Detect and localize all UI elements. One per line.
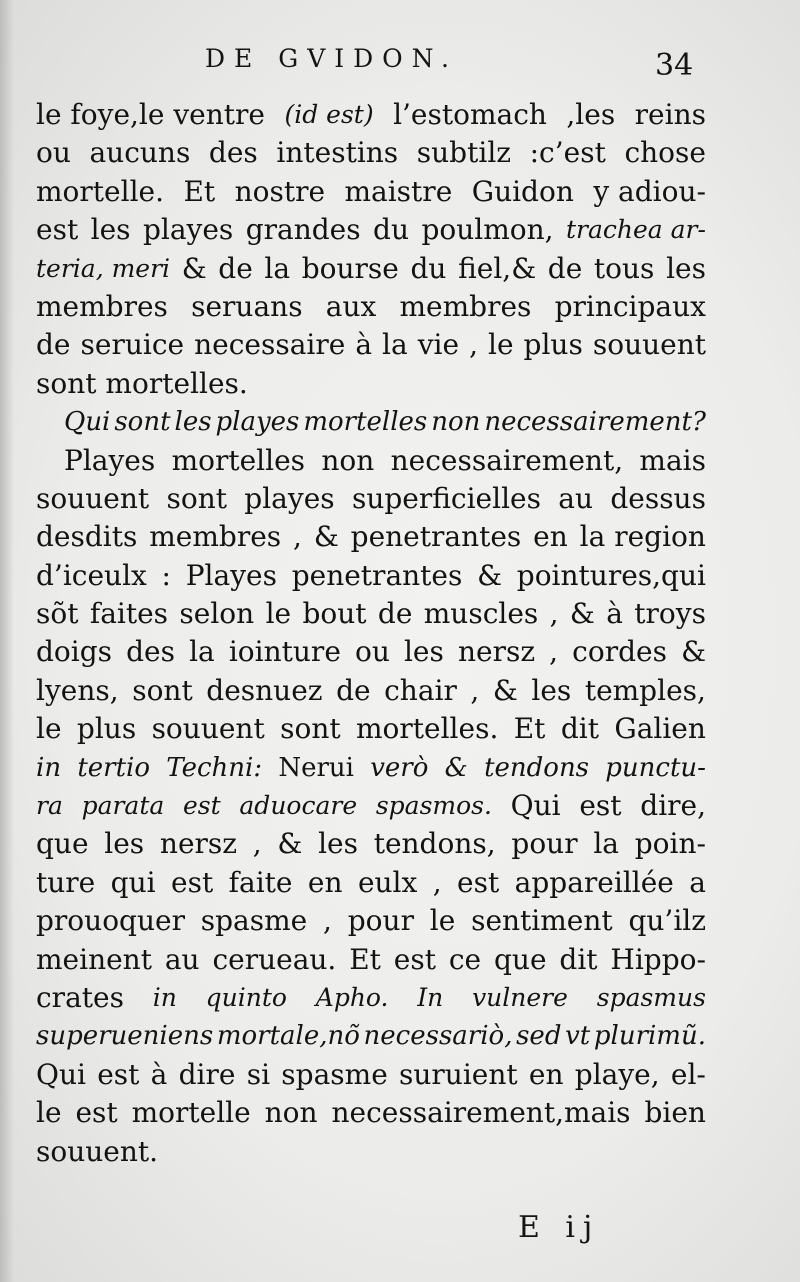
word: spasme	[200, 904, 308, 938]
word: les	[403, 635, 444, 669]
text-line	[36, 1056, 706, 1094]
word: ,	[549, 597, 559, 631]
word: spasmos.	[375, 791, 492, 821]
word: au	[164, 942, 200, 976]
word: ou	[354, 635, 390, 669]
word: plus	[76, 712, 137, 746]
word: à	[355, 328, 373, 362]
word: ou	[36, 136, 71, 170]
word: dire	[178, 1057, 236, 1091]
word: poin-	[634, 827, 706, 861]
word: ,	[293, 520, 302, 554]
word: est	[393, 942, 436, 976]
text-line	[36, 1017, 706, 1055]
text-line	[36, 134, 706, 172]
word: ,	[252, 827, 262, 861]
word: chair	[384, 673, 457, 707]
word: bourse	[301, 251, 399, 285]
word: sont	[166, 481, 227, 515]
word: superficielles	[351, 481, 541, 515]
word: le foye,le ventre	[36, 98, 265, 131]
word: ,	[323, 904, 332, 938]
word: fiel,&	[458, 251, 537, 285]
word: playes	[142, 213, 234, 247]
word: au	[558, 481, 594, 515]
word: membres	[399, 289, 532, 323]
text-line	[36, 902, 706, 940]
word: troys	[634, 597, 706, 631]
text-line	[36, 365, 706, 403]
word: &	[569, 597, 595, 631]
word: la region	[579, 520, 706, 554]
word: necessairement,mais	[331, 1096, 631, 1130]
text-line	[36, 403, 706, 441]
word: les	[90, 213, 131, 247]
word: mortale,nõ	[216, 1021, 360, 1052]
word: &	[681, 635, 706, 669]
word: de	[218, 251, 253, 285]
word: est	[75, 1096, 118, 1130]
word: les	[531, 673, 572, 707]
text-line	[36, 96, 706, 134]
text-line	[36, 941, 706, 979]
word: la	[593, 827, 619, 861]
word: penetrantes	[291, 558, 463, 592]
word: est	[579, 789, 622, 823]
word: maistre	[344, 174, 453, 208]
word: Playes	[185, 558, 277, 592]
word: souuent	[36, 481, 150, 515]
word: superueniens	[36, 1021, 214, 1052]
text-line	[36, 672, 706, 710]
word: cerueau.	[212, 942, 337, 976]
word: Et	[513, 712, 546, 746]
word: desnuez	[206, 673, 323, 707]
word: sed	[516, 1021, 562, 1052]
word: :c’est	[529, 136, 606, 170]
word: mortelles.	[355, 712, 499, 746]
word: la	[264, 251, 291, 285]
word: tous	[593, 251, 655, 285]
word: nersz	[159, 827, 238, 861]
word: aduocare	[239, 791, 358, 821]
word: de	[547, 251, 583, 285]
text-line	[36, 518, 706, 556]
word: que	[36, 827, 89, 861]
word: doigs	[36, 635, 113, 669]
text-line	[36, 250, 706, 288]
word: vie	[417, 328, 460, 362]
word: de	[36, 328, 71, 362]
word: cordes	[572, 635, 667, 669]
word: &	[277, 827, 303, 861]
word: mortelles	[303, 407, 428, 438]
text-line	[36, 749, 706, 787]
word: de	[377, 597, 413, 631]
word: reins	[634, 98, 706, 131]
body-text	[36, 96, 706, 1171]
word: est	[36, 213, 79, 247]
word: Playes	[64, 443, 156, 477]
word: le	[36, 712, 62, 746]
word: suruient	[399, 1057, 518, 1091]
word: bien	[644, 1096, 706, 1130]
text-line	[36, 211, 706, 249]
word: faite	[228, 865, 293, 899]
word: crates	[36, 980, 124, 1014]
text-line	[36, 1133, 706, 1171]
word: in	[152, 982, 177, 1012]
word: Nerui	[278, 752, 354, 783]
word: necessairement?	[484, 407, 706, 438]
word: ce	[448, 942, 482, 976]
word: du	[373, 213, 410, 247]
word: Qui	[64, 407, 111, 438]
text-line	[36, 442, 706, 480]
word: non	[321, 443, 375, 477]
word: playes	[215, 407, 300, 438]
word: les	[104, 827, 145, 861]
word: aucuns	[89, 136, 191, 170]
running-head: DE GVIDON.	[205, 44, 458, 73]
word: spasmus	[596, 982, 706, 1012]
text-line	[36, 173, 706, 211]
word: est	[183, 791, 221, 821]
text-line	[36, 557, 706, 595]
text-line	[36, 480, 706, 518]
text-line	[36, 1094, 706, 1132]
word: vulnere	[472, 982, 568, 1012]
word: poulmon,	[421, 213, 554, 247]
word: prouoquer	[36, 904, 185, 938]
word: dire,	[640, 789, 706, 823]
word: membres	[149, 520, 282, 554]
word: Qui	[510, 789, 561, 823]
word: nostre	[234, 174, 326, 208]
word: souuent.	[36, 1134, 159, 1168]
word: parata	[81, 791, 165, 821]
word: Et	[349, 942, 381, 976]
word: punctu-	[605, 752, 706, 783]
page-number: 34	[655, 48, 694, 83]
word: est	[97, 1057, 140, 1091]
word: le	[429, 904, 456, 938]
word: selon	[179, 597, 255, 631]
word: à	[150, 1057, 168, 1091]
word: ,	[469, 328, 478, 362]
word: sont	[114, 407, 171, 438]
word: dit	[559, 942, 598, 976]
word: teria, meri	[36, 253, 171, 283]
word: intestins	[276, 136, 399, 170]
word: les	[174, 407, 212, 438]
word: in	[36, 752, 62, 783]
word: penetrantes	[350, 520, 522, 554]
word: non	[264, 1096, 318, 1130]
word: appareillée	[514, 865, 674, 899]
word: &	[313, 520, 339, 554]
word: dessus	[610, 481, 706, 515]
word: ,	[432, 865, 442, 899]
word: &	[492, 673, 518, 707]
word: plurimũ.	[593, 1021, 706, 1052]
word: qui	[110, 865, 156, 899]
word: el-	[670, 1057, 706, 1091]
word: la	[382, 328, 408, 362]
word: nersz	[457, 635, 536, 669]
word: non	[431, 407, 481, 438]
text-line	[36, 326, 706, 364]
word: a	[689, 865, 706, 899]
word: lyens,	[36, 673, 119, 707]
word: (id est)	[284, 100, 374, 129]
word: ,	[549, 635, 559, 669]
word: en	[307, 865, 343, 899]
word: membres	[36, 289, 168, 323]
word: ,	[470, 673, 480, 707]
text-line	[36, 864, 706, 902]
word: pointures,qui	[516, 558, 706, 592]
word: seruans	[191, 289, 303, 323]
word: aux	[325, 289, 377, 323]
word: necessairement,	[390, 443, 624, 477]
word: pour	[347, 904, 414, 938]
word: subtilz	[416, 136, 512, 170]
word: chose	[624, 136, 706, 170]
word: ,les	[566, 98, 616, 131]
word: qu’ilz	[628, 904, 706, 938]
word: du	[410, 251, 447, 285]
word: des	[208, 136, 258, 170]
word: tendons,	[373, 827, 496, 861]
text-line	[36, 787, 706, 825]
word: &	[181, 251, 207, 285]
word: necessaire	[194, 328, 346, 362]
word: sont	[132, 673, 193, 707]
word: playe,	[574, 1057, 660, 1091]
word: si	[246, 1057, 271, 1091]
text-line	[36, 979, 706, 1017]
word: quinto	[205, 982, 287, 1012]
word: le	[265, 597, 292, 631]
word: de	[336, 673, 371, 707]
word: meinent	[36, 942, 152, 976]
word: Hippo-	[610, 942, 706, 976]
word: souuent	[592, 328, 706, 362]
word: playes	[244, 481, 335, 515]
word: Galien	[614, 712, 706, 746]
word: sentiment	[471, 904, 613, 938]
word: In	[417, 982, 444, 1012]
word: le	[488, 328, 514, 362]
word: le	[36, 1096, 62, 1130]
word: à	[606, 597, 623, 631]
word: la	[189, 635, 215, 669]
word: faites	[89, 597, 169, 631]
word: ra	[36, 791, 63, 821]
text-line	[36, 710, 706, 748]
word: mortelle.	[36, 174, 164, 208]
word: muscles	[423, 597, 539, 631]
word: &	[477, 558, 503, 592]
word: spasme	[281, 1057, 388, 1091]
word: d’iceulx	[36, 558, 147, 592]
word: souuent	[151, 712, 265, 746]
word: vt	[565, 1021, 591, 1052]
word: &	[444, 752, 468, 783]
word: eulx	[357, 865, 418, 899]
word: temples,	[584, 673, 706, 707]
word: mais	[639, 443, 706, 477]
word: sõt	[36, 597, 79, 631]
word: est	[171, 865, 214, 899]
word: plus	[523, 328, 583, 362]
text-line	[36, 288, 706, 326]
word: tendons	[484, 752, 590, 783]
word: Apho.	[315, 982, 389, 1012]
word: seruice	[80, 328, 185, 362]
text-line	[36, 595, 706, 633]
word: y adiou-	[593, 174, 706, 208]
word: l’estomach	[393, 98, 547, 131]
word: desdits	[36, 520, 138, 554]
word: trachea ar-	[565, 215, 706, 245]
word: tertio	[77, 752, 150, 783]
word: mortelles	[171, 443, 306, 477]
word: Et	[183, 174, 216, 208]
word: sont mortelles.	[36, 366, 248, 400]
word: dit	[560, 712, 599, 746]
word: bout	[302, 597, 367, 631]
word: principaux	[554, 289, 706, 323]
word: iointure	[228, 635, 341, 669]
signature-mark: E ij	[518, 1210, 601, 1245]
text-line	[36, 825, 706, 863]
page-edge-shadow	[0, 0, 14, 1282]
word: :	[161, 558, 171, 592]
word: est	[457, 865, 500, 899]
word: ture	[36, 865, 96, 899]
word: mortelle	[131, 1096, 251, 1130]
word: necessariò,	[363, 1021, 513, 1052]
word: en	[528, 1057, 564, 1091]
word: les	[666, 251, 706, 285]
word: les	[318, 827, 358, 861]
word: pour	[511, 827, 578, 861]
word: Guidon	[471, 174, 574, 208]
word: sont	[280, 712, 341, 746]
word: des	[126, 635, 175, 669]
word: en	[533, 520, 568, 554]
word: Techni:	[166, 752, 263, 783]
text-line	[36, 633, 706, 671]
word: verò	[370, 752, 429, 783]
word: grandes	[245, 213, 361, 247]
word: que	[494, 942, 547, 976]
word: Qui	[36, 1057, 86, 1091]
